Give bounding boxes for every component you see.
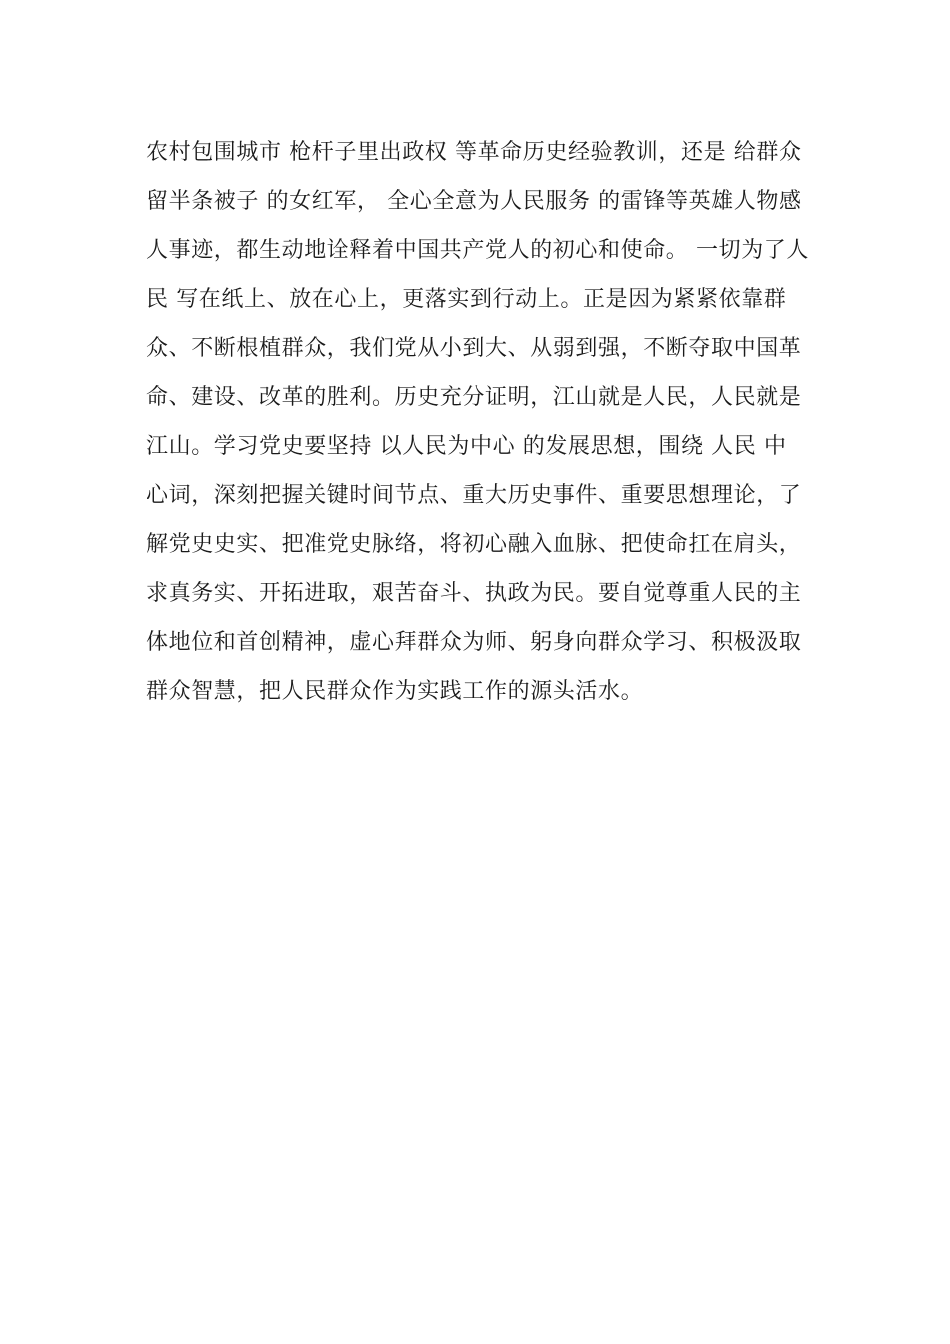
text-line: 江山。学习党史要坚持 以人民为中心 的发展思想，围绕 人民 中 bbox=[146, 434, 787, 459]
body-paragraph bbox=[146, 128, 816, 716]
text-line: 群众智慧，把人民群众作为实践工作的源头活水。 bbox=[146, 679, 644, 704]
text-line: 求真务实、开拓进取，艰苦奋斗、执政为民。要自觉尊重人民的主 bbox=[146, 581, 802, 606]
text-line: 人事迹，都生动地诠释着中国共产党人的初心和使命。 一切为了人 bbox=[146, 238, 809, 263]
text-line: 体地位和首创精神，虚心拜群众为师、躬身向群众学习、积极汲取 bbox=[146, 630, 802, 655]
text-line: 农村包围城市 枪杆子里出政权 等革命历史经验教训，还是 给群众 bbox=[146, 140, 802, 165]
text-line: 民 写在纸上、放在心上，更落实到行动上。正是因为紧紧依靠群 bbox=[146, 287, 787, 312]
text-line: 留半条被子 的女红军， 全心全意为人民服务 的雷锋等英雄人物感 bbox=[146, 189, 802, 214]
text-line: 众、不断根植群众，我们党从小到大、从弱到强，不断夺取中国革 bbox=[146, 336, 802, 361]
text-line: 解党史史实、把准党史脉络，将初心融入血脉、把使命扛在肩头， bbox=[146, 532, 802, 557]
text-line: 命、建设、改革的胜利。历史充分证明，江山就是人民，人民就是 bbox=[146, 385, 802, 410]
text-line: 心词，深刻把握关键时间节点、重大历史事件、重要思想理论，了 bbox=[146, 483, 802, 508]
